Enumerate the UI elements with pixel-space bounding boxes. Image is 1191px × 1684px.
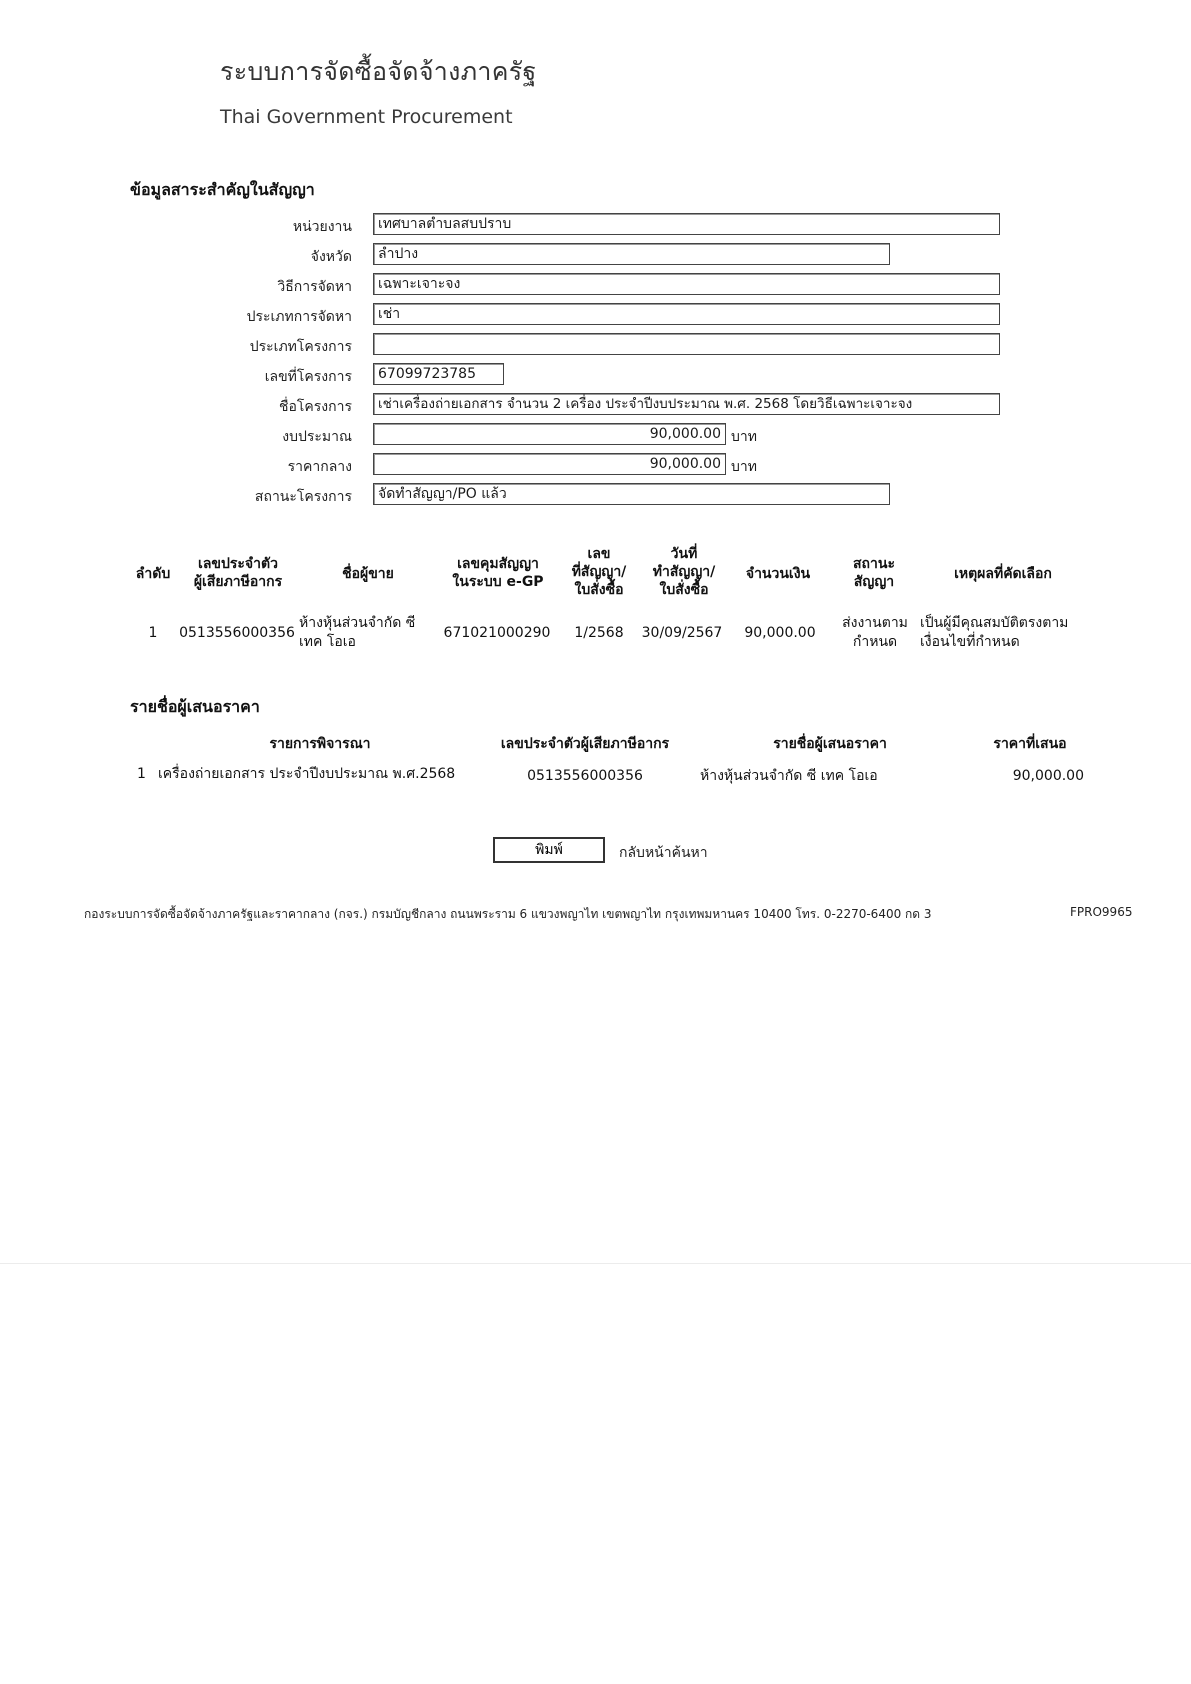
contract-row-reason xyxy=(920,614,1100,652)
th-date-line3: ใบสั่งซื้อ xyxy=(659,582,709,598)
contract-row-control-no: 671021000290 xyxy=(443,625,551,641)
th-no: ลำดับ xyxy=(135,566,171,582)
field-procurement-type: เช่า xyxy=(373,303,1000,325)
vendor-line1: ห้างหุ้นส่วนจำกัด ซี xyxy=(299,615,416,631)
th-status-line1: สถานะ xyxy=(853,556,895,572)
th-tax-id-line2: ผู้เสียภาษีอากร xyxy=(193,574,283,590)
bid-row-price: 90,000.00 xyxy=(1012,768,1084,784)
field-procurement-method: เฉพาะเจาะจง xyxy=(373,273,1000,295)
th-bid-tax-id: เลขประจำตัวผู้เสียภาษีอากร xyxy=(500,736,670,752)
print-button[interactable]: พิมพ์ xyxy=(493,837,605,863)
status-line1: ส่งงานตาม xyxy=(842,615,908,631)
th-control-no xyxy=(438,555,558,591)
th-bid-price: ราคาที่เสนอ xyxy=(993,736,1067,752)
th-bidder-name: รายชื่อผู้เสนอราคา xyxy=(773,736,887,752)
th-control-line1: เลขคุมสัญญา xyxy=(457,556,539,572)
contract-row-tax-id: 0513556000356 xyxy=(179,625,295,641)
th-contract-no-line2: ที่สัญญา/ xyxy=(571,564,627,580)
budget-unit: บาท xyxy=(731,429,757,445)
contract-row-contract-no: 1/2568 xyxy=(574,625,624,641)
th-control-line2: ในระบบ e-GP xyxy=(452,574,544,590)
th-tax-id xyxy=(178,555,298,591)
th-status-line2: สัญญา xyxy=(853,574,895,590)
field-project-name: เช่าเครื่องถ่ายเอกสาร จำนวน 2 เครื่อง ประจำปีงบประมาณ พ.ศ. 2568 โดยวิธีเฉพาะเจาะจง xyxy=(373,393,1000,415)
label-project-number: เลขที่โครงการ xyxy=(264,369,352,385)
th-contract-status xyxy=(834,555,914,591)
footer-address: กองระบบการจัดซื้อจัดจ้างภาครัฐและราคากลาง (กจร.) กรมบัญชีกลาง ถนนพระราม 6 แขวงพญาไท เขตพญาไท กรุงเทพมหานคร 10400 โทร. 0-2270-6400 กด 3 xyxy=(84,907,932,921)
bid-row-tax-id: 0513556000356 xyxy=(527,768,643,784)
th-contract-no-line3: ใบสั่งซื้อ xyxy=(574,582,624,598)
contract-row-no: 1 xyxy=(148,625,158,641)
reason-line1: เป็นผู้มีคุณสมบัติตรงตาม xyxy=(920,615,1069,631)
field-median-price: 90,000.00 xyxy=(373,453,726,475)
label-median-price: ราคากลาง xyxy=(287,459,352,475)
label-province: จังหวัด xyxy=(310,249,352,265)
reason-line2: เงื่อนไขที่กำหนด xyxy=(920,634,1020,650)
th-tax-id-line1: เลขประจำตัว xyxy=(198,556,278,572)
vendor-line2: เทค โอเอ xyxy=(299,634,356,650)
footer-code: FPRO9965 xyxy=(1070,905,1133,919)
field-province: ลำปาง xyxy=(373,243,890,265)
contract-row-amount: 90,000.00 xyxy=(744,625,816,641)
label-procurement-method: วิธีการจัดหา xyxy=(277,279,352,295)
field-project-status: จัดทำสัญญา/PO แล้ว xyxy=(373,483,890,505)
field-project-type xyxy=(373,333,1000,355)
label-project-type: ประเภทโครงการ xyxy=(249,339,352,355)
scan-line xyxy=(0,1263,1191,1264)
back-to-search-link[interactable]: กลับหน้าค้นหา xyxy=(619,845,708,861)
th-amount: จำนวนเงิน xyxy=(745,566,811,582)
field-budget: 90,000.00 xyxy=(373,423,726,445)
page-title: ระบบการจัดซื้อจัดจ้างภาครัฐ xyxy=(220,57,537,86)
label-budget: งบประมาณ xyxy=(282,429,352,445)
contract-row-date: 30/09/2567 xyxy=(641,625,723,641)
page-subtitle: Thai Government Procurement xyxy=(220,106,513,128)
th-contract-date xyxy=(640,545,728,599)
field-project-number: 67099723785 xyxy=(373,363,504,385)
th-contract-no-line1: เลข xyxy=(587,546,611,562)
bid-row-bidder: ห้างหุ้นส่วนจำกัด ซี เทค โอเอ xyxy=(700,768,878,784)
field-agency: เทศบาลตำบลสบปราบ xyxy=(373,213,1000,235)
bid-row-item: เครื่องถ่ายเอกสาร ประจำปีงบประมาณ พ.ศ.2568 xyxy=(158,766,456,782)
th-selection-reason: เหตุผลที่คัดเลือก xyxy=(954,566,1052,582)
label-procurement-type: ประเภทการจัดหา xyxy=(246,309,352,325)
label-agency: หน่วยงาน xyxy=(292,219,352,235)
contract-row-vendor xyxy=(299,614,439,652)
contract-row-status xyxy=(830,614,920,652)
th-date-line1: วันที่ xyxy=(670,546,698,562)
label-project-name: ชื่อโครงการ xyxy=(278,399,352,415)
median-price-unit: บาท xyxy=(731,459,757,475)
label-project-status: สถานะโครงการ xyxy=(254,489,352,505)
th-contract-no xyxy=(558,545,640,599)
bid-row-no: 1 xyxy=(137,766,146,782)
section-title-bidders: รายชื่อผู้เสนอราคา xyxy=(130,697,260,716)
th-bid-item: รายการพิจารณา xyxy=(269,736,371,752)
section-title-contract-info: ข้อมูลสาระสำคัญในสัญญา xyxy=(130,180,315,199)
th-vendor: ชื่อผู้ขาย xyxy=(342,566,394,582)
status-line2: กำหนด xyxy=(852,634,898,650)
th-date-line2: ทำสัญญา/ xyxy=(652,564,716,580)
